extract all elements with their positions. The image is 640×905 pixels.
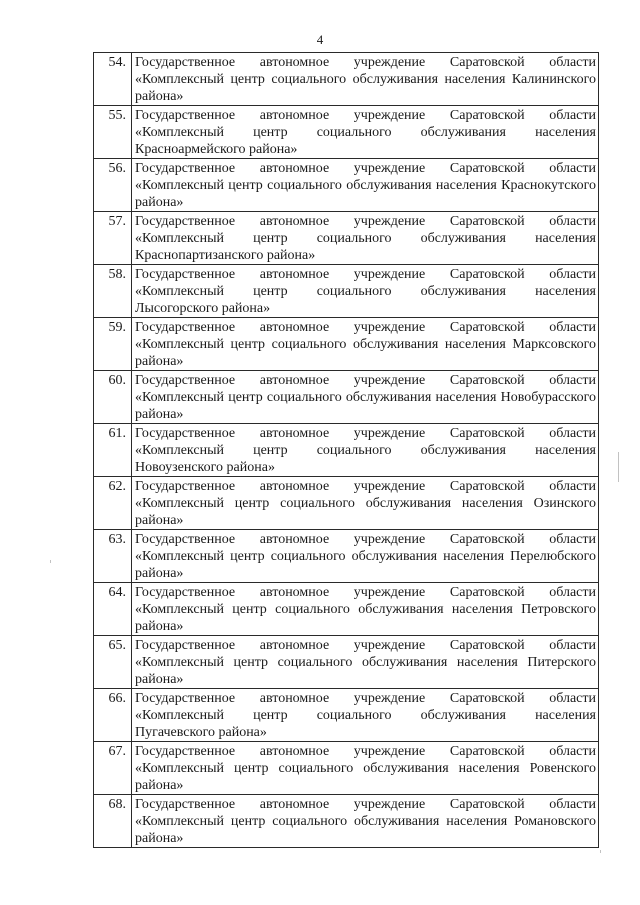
table-row xyxy=(94,159,599,212)
institution-name xyxy=(132,212,599,265)
row-number: 54. xyxy=(94,53,132,106)
institution-name-line: района» xyxy=(135,831,184,846)
institution-name xyxy=(132,795,599,848)
institution-name-line: Лысогорского района» xyxy=(135,301,271,316)
table-row xyxy=(94,53,599,106)
institution-name-line: района» xyxy=(135,778,184,793)
institution-name xyxy=(132,106,599,159)
institution-name-line: района» xyxy=(135,354,184,369)
institution-name-line: «Комплексный центр социального обслуживания населения Марксовского xyxy=(135,337,596,352)
table-row xyxy=(94,742,599,795)
scan-speck xyxy=(600,850,601,853)
institution-name-line: «Комплексный центр социального обслуживания населения Новобурасского xyxy=(135,390,596,405)
table-row xyxy=(94,477,599,530)
institution-name xyxy=(132,530,599,583)
institution-name-line: Государственное автономное учреждение Саратовской области xyxy=(135,214,596,229)
institution-name-line: района» xyxy=(135,195,184,210)
institution-name-line: «Комплексный центр социального обслуживания населения xyxy=(135,125,596,140)
table-row xyxy=(94,424,599,477)
institution-name-line: Государственное автономное учреждение Саратовской области xyxy=(135,479,596,494)
page-number: 4 xyxy=(316,32,324,47)
table-row xyxy=(94,371,599,424)
institution-name xyxy=(132,636,599,689)
institution-name-line: района» xyxy=(135,566,184,581)
institution-name xyxy=(132,477,599,530)
institution-name-line: «Комплексный центр социального обслуживания населения Ровенского xyxy=(135,761,596,776)
institution-name-line: Государственное автономное учреждение Саратовской области xyxy=(135,532,596,547)
institution-name-line: «Комплексный центр социального обслуживания населения xyxy=(135,231,596,246)
institution-name-line: Государственное автономное учреждение Саратовской области xyxy=(135,320,596,335)
scan-speck xyxy=(50,560,51,563)
table-row xyxy=(94,318,599,371)
institution-name-line: Пугачевского района» xyxy=(135,725,267,740)
institution-name xyxy=(132,583,599,636)
institution-name-line: Государственное автономное учреждение Саратовской области xyxy=(135,744,596,759)
institution-name-line: Государственное автономное учреждение Саратовской области xyxy=(135,108,596,123)
institution-name xyxy=(132,742,599,795)
institution-name-line: района» xyxy=(135,672,184,687)
table-body xyxy=(94,53,599,848)
institution-name-line: Государственное автономное учреждение Саратовской области xyxy=(135,797,596,812)
institution-name xyxy=(132,424,599,477)
table-row xyxy=(94,106,599,159)
institution-name-line: Государственное автономное учреждение Саратовской области xyxy=(135,638,596,653)
institution-name xyxy=(132,371,599,424)
institution-name-line: Краснопартизанского района» xyxy=(135,248,316,263)
institution-name-line: «Комплексный центр социального обслуживания населения xyxy=(135,708,596,723)
institution-name xyxy=(132,318,599,371)
institution-name-line: Государственное автономное учреждение Саратовской области xyxy=(135,373,596,388)
row-number: 68. xyxy=(94,795,132,848)
institution-name-line: «Комплексный центр социального обслуживания населения xyxy=(135,284,596,299)
table-row xyxy=(94,689,599,742)
institution-name-line: Государственное автономное учреждение Саратовской области xyxy=(135,267,596,282)
institution-name-line: «Комплексный центр социального обслуживания населения xyxy=(135,443,596,458)
institution-name-line: Государственное автономное учреждение Саратовской области xyxy=(135,161,596,176)
institution-name-line: района» xyxy=(135,513,184,528)
scan-speck xyxy=(618,452,619,482)
table-row xyxy=(94,265,599,318)
row-number: 64. xyxy=(94,583,132,636)
table-row xyxy=(94,636,599,689)
institution-name xyxy=(132,265,599,318)
row-number: 56. xyxy=(94,159,132,212)
row-number: 57. xyxy=(94,212,132,265)
institution-name-line: «Комплексный центр социального обслуживания населения Калининского xyxy=(135,72,596,87)
row-number: 60. xyxy=(94,371,132,424)
row-number: 59. xyxy=(94,318,132,371)
row-number: 61. xyxy=(94,424,132,477)
institution-name-line: района» xyxy=(135,407,184,422)
institution-name-line: «Комплексный центр социального обслуживания населения Озинского xyxy=(135,496,596,511)
institutions-table xyxy=(93,52,599,848)
institution-name xyxy=(132,689,599,742)
table-row xyxy=(94,583,599,636)
institution-name xyxy=(132,53,599,106)
row-number: 55. xyxy=(94,106,132,159)
institution-name-line: Государственное автономное учреждение Саратовской области xyxy=(135,585,596,600)
row-number: 66. xyxy=(94,689,132,742)
institution-name xyxy=(132,159,599,212)
institution-name-line: района» xyxy=(135,619,184,634)
institution-name-line: «Комплексный центр социального обслуживания населения Романовского xyxy=(135,814,596,829)
row-number: 62. xyxy=(94,477,132,530)
institution-name-line: Государственное автономное учреждение Саратовской области xyxy=(135,691,596,706)
table-row xyxy=(94,530,599,583)
institution-name-line: «Комплексный центр социального обслуживания населения Краснокутского xyxy=(135,178,596,193)
table-row xyxy=(94,212,599,265)
institution-name-line: Красноармейского района» xyxy=(135,142,298,157)
table-row xyxy=(94,795,599,848)
institution-name-line: Государственное автономное учреждение Саратовской области xyxy=(135,55,596,70)
institution-name-line: «Комплексный центр социального обслуживания населения Петровского xyxy=(135,602,596,617)
institution-name-line: Государственное автономное учреждение Саратовской области xyxy=(135,426,596,441)
institution-name-line: «Комплексный центр социального обслуживания населения Перелюбского xyxy=(135,549,596,564)
institution-name-line: Новоузенского района» xyxy=(135,460,275,475)
row-number: 67. xyxy=(94,742,132,795)
row-number: 58. xyxy=(94,265,132,318)
institution-name-line: «Комплексный центр социального обслуживания населения Питерского xyxy=(135,655,596,670)
row-number: 65. xyxy=(94,636,132,689)
institution-name-line: района» xyxy=(135,89,184,104)
row-number: 63. xyxy=(94,530,132,583)
